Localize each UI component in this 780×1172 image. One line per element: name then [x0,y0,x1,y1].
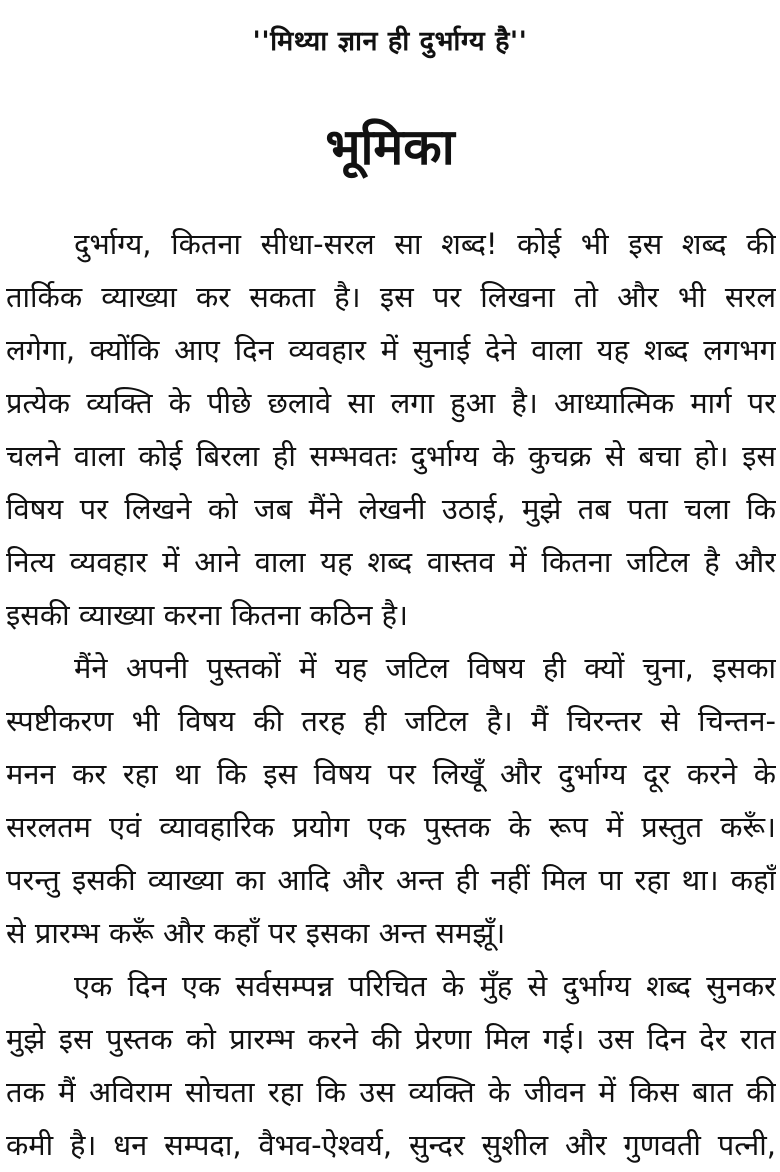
text-line: मैंने अपनी पुस्तकों में यह जटिल विषय ही क्यों चुना, इसका [74,651,776,685]
epigraph-quote: ''मिथ्या ज्ञान ही दुर्भाग्य है'' [252,26,528,57]
text-line: तार्किक व्याख्या कर सकता है। इस पर लिखना तो और भी सरल [6,280,776,314]
text-line: विषय पर लिखने को जब मैंने लेखनी उठाई, मुझे तब पता चला कि [6,492,776,526]
text-line: प्रत्येक व्यक्ति के पीछे छलावे सा लगा हुआ है। आध्यात्मिक मार्ग पर [6,386,776,420]
text-line: तक मैं अविराम सोचता रहा कि उस व्यक्ति के जीवन में किस बात की [6,1075,776,1109]
text-line: सरलतम एवं व्यावहारिक प्रयोग एक पुस्तक के रूप में प्रस्तुत करूँ। [6,810,776,844]
text-line: एक दिन एक सर्वसम्पन्न परिचित के मुँह से दुर्भाग्य शब्द सुनकर [74,969,776,1003]
text-line: से प्रारम्भ करूँ और कहाँ पर इसका अन्त समझूँ। [6,916,506,950]
page-title: भूमिका [325,118,455,176]
body-text [6,218,776,1172]
text-line: चलने वाला कोई बिरला ही सम्भवतः दुर्भाग्य के कुचक्र से बचा हो। इस [6,439,776,473]
text-line: स्पष्टीकरण भी विषय की तरह ही जटिल है। मैं चिरन्तर से चिन्तन- [6,704,776,738]
text-line: कमी है। धन सम्पदा, वैभव-ऐश्वर्य, सुन्दर सुशील और गुणवती पत्नी, [6,1128,776,1162]
text-line: इसकी व्याख्या करना कितना कठिन है। [6,598,409,632]
text-line: लगेगा, क्योंकि आए दिन व्यवहार में सुनाई देने वाला यह शब्द लगभग [6,333,776,367]
text-line: नित्य व्यवहार में आने वाला यह शब्द वास्तव में कितना जटिल है और [6,545,776,579]
text-line: मनन कर रहा था कि इस विषय पर लिखूँ और दुर्भाग्य दूर करने के [6,757,776,791]
text-line: परन्तु इसकी व्याख्या का आदि और अन्त ही नहीं मिल पा रहा था। कहाँ [6,863,776,897]
text-line: दुर्भाग्य, कितना सीधा-सरल सा शब्द! कोई भी इस शब्द की [74,227,776,261]
text-line: मुझे इस पुस्तक को प्रारम्भ करने की प्रेरणा मिल गई। उस दिन देर रात [6,1022,776,1056]
